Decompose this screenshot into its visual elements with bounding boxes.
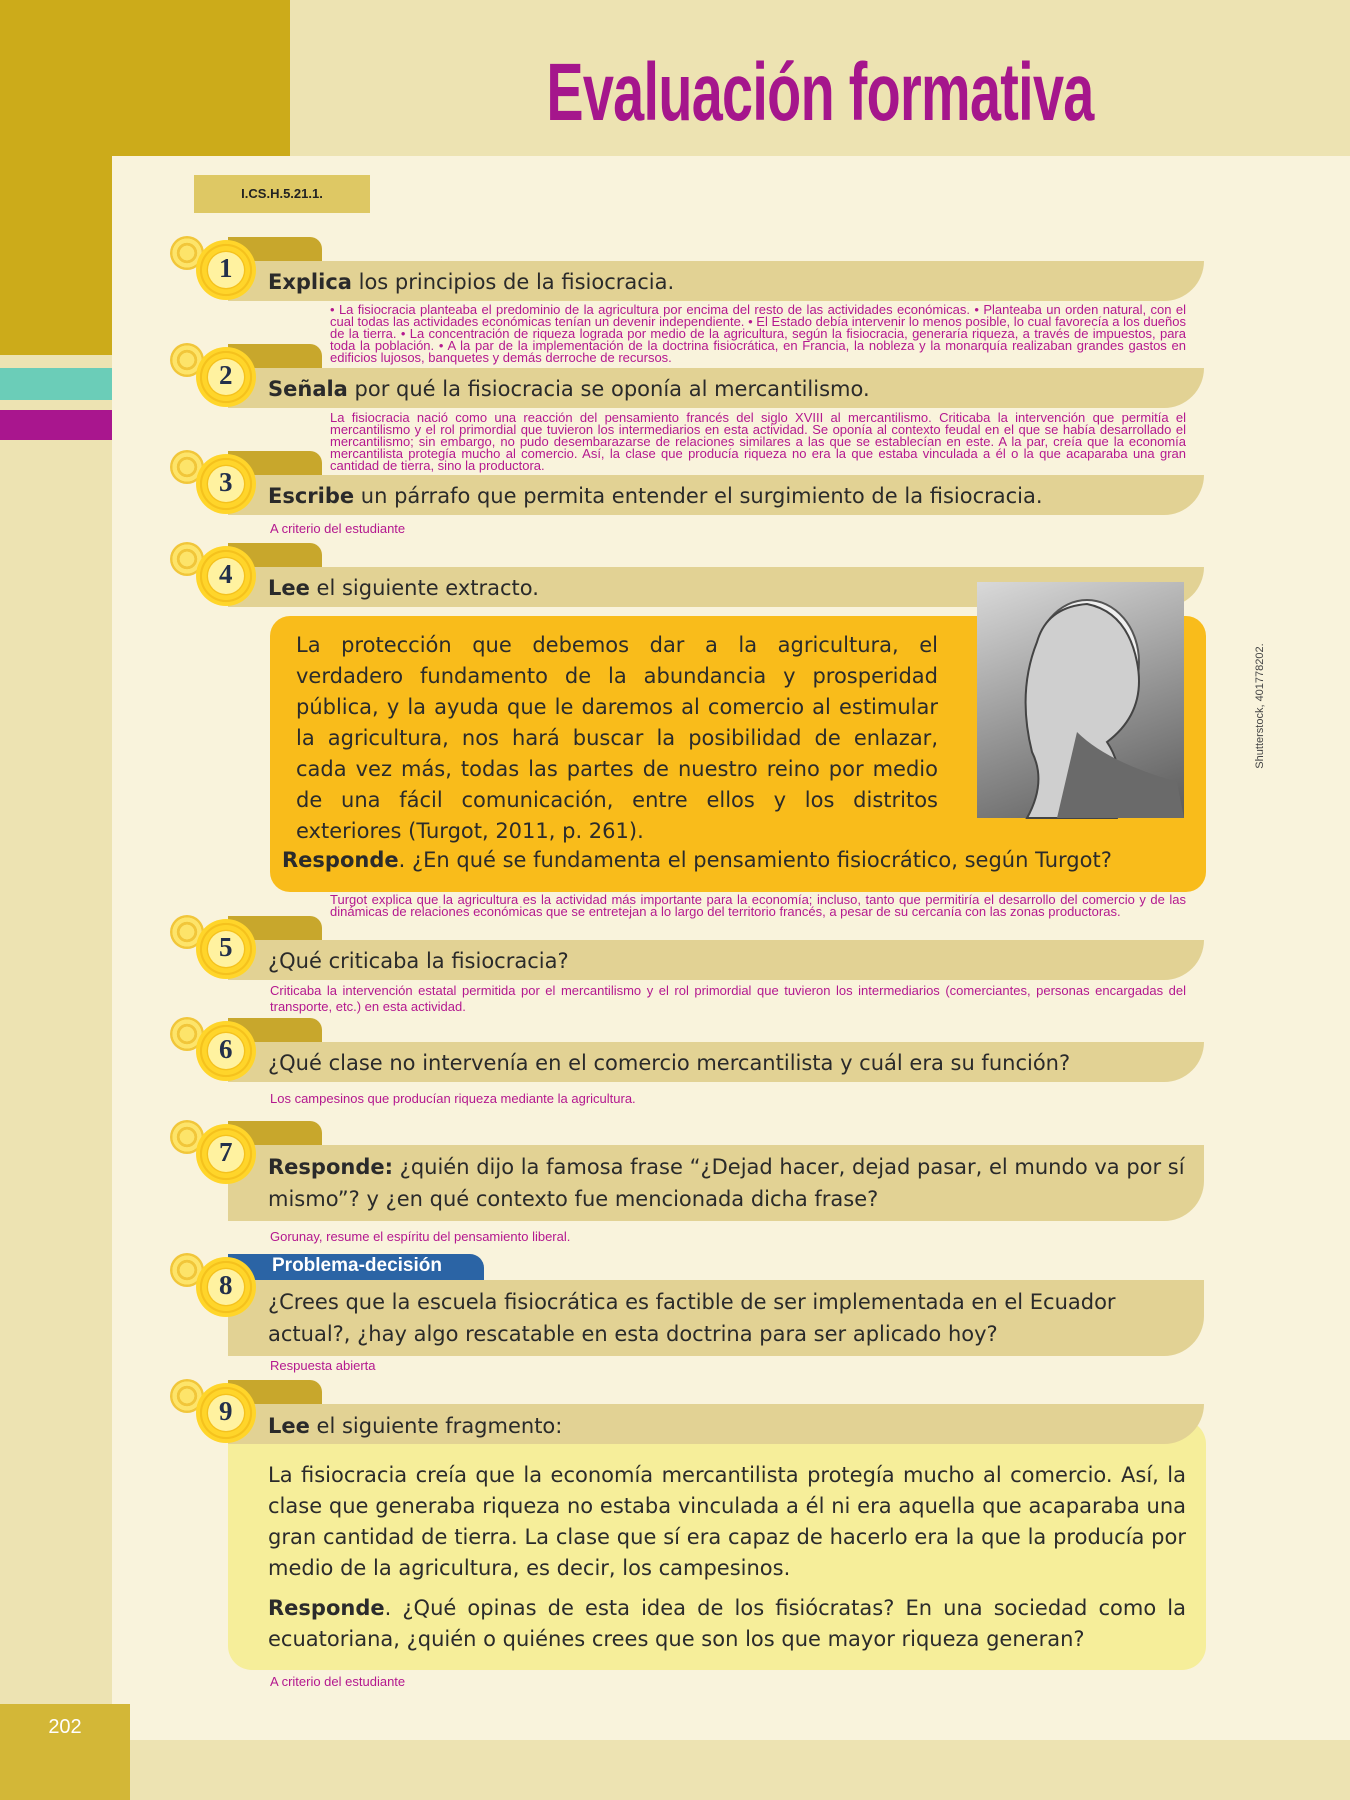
q8-answer: Respuesta abierta — [270, 1358, 376, 1373]
q4-quote-text: La protección que debemos dar a la agricultura, el verdadero fundamento de la abundancia y prosperidad pública, y la ayuda que le daremos al comercio al estimular la agricultura, nos hará buscar la posibilidad de enlazar, cada vez más, todas las partes de nuestro reino por medio de una fácil comunicación, entre ellos y los distritos exteriores (Turgot, 2011, p. 261). — [296, 633, 938, 843]
q8-question: ¿Crees que la escuela fisiocrática es factible de ser implementada en el Ecuador actual?, ¿hay algo rescatable en esta doctrina para ser aplicado hoy? — [268, 1290, 1116, 1346]
q3-answer: A criterio del estudiante — [270, 521, 406, 536]
q9-fragment-paragraph: La fisiocracia creía que la economía mercantilista protegía mucho al comercio. Así, la clase que generaba riqueza no estaba vinculada a él ni era aquella que acaparaba una gran cantidad de tierra. La clase que sí era capaz de hacerlo era la que la producía por medio de la agricultura, es decir, los campesinos. — [268, 1463, 1186, 1580]
q1-question: Explica los principios de la fisiocracia. — [268, 270, 675, 294]
q6-number: 6 — [219, 1034, 233, 1064]
q8-number: 8 — [219, 1270, 233, 1300]
q7-number: 7 — [219, 1137, 233, 1167]
q6-question: ¿Qué clase no intervenía en el comercio mercantilista y cuál era su función? — [268, 1051, 1071, 1075]
q1-answer: • La fisiocracia planteaba el predominio de la agricultura por encima del resto de las actividades económicas. • Planteaba un orden natural, con el cual todas las actividades económicas tenían un devenir independiente. • El Estado debía intervenir lo menos posible, lo cual favorecía a los dueños de la tierra. • La concentración de riqueza lograda por medio de la agricultura, según la fisiocracia, generaría riqueza, a través de impuestos, para toda la población. • A la par de la implementación de la doctrina fisiocrática, en Francia, la nobleza y la monarquía realizaban grandes gastos en edificios lujosos, banquetes y demás derroche de recursos. — [330, 302, 1186, 365]
page-number: 202 — [48, 1716, 82, 1738]
q9-question: Lee el siguiente fragmento: — [268, 1414, 563, 1438]
q5-question: ¿Qué criticaba la fisiocracia? — [268, 949, 569, 973]
q2-answer: La fisiocracia nació como una reacción del pensamiento francés del siglo XVIII al mercantilismo. Criticaba la intervención que permitía el mercantilismo y el rol primordial que tuvieron los intermediarios en esta actividad. Se oponía al contexto feudal en el que se había desarrollado el mercantilismo; sin embargo, no pudo desembarazarse de relaciones similares a las que se establecían en este. A la par, creía que la economía mercantilista protegía mucho al comercio. Así, la clase que producía riqueza no era la que estaba vinculada a él o la que acaparaba una gran cantidad de tierra, sino la productora. — [330, 410, 1186, 473]
q7-question: Responde: ¿quién dijo la famosa frase “¿Dejad hacer, dejad pasar, el mundo va por sí mismo”? y ¿en qué contexto fue mencionada dicha frase? — [268, 1155, 1185, 1211]
q4-number: 4 — [219, 559, 233, 589]
q9-answer: A criterio del estudiante — [270, 1674, 406, 1689]
magenta-stripe — [0, 410, 112, 440]
q6-answer: Los campesinos que producían riqueza mediante la agricultura. — [270, 1091, 636, 1106]
q2-question: Señala por qué la fisiocracia se oponía al mercantilismo. — [268, 377, 870, 401]
q3-question: Escribe un párrafo que permita entender el surgimiento de la fisiocracia. — [268, 484, 1043, 508]
q2-number: 2 — [219, 360, 233, 390]
page-title: Evaluación formativa — [546, 47, 1094, 138]
q7-answer: Gorunay, resume el espíritu del pensamiento liberal. — [270, 1229, 571, 1244]
bottom-band — [0, 1740, 1350, 1800]
q5-number: 5 — [219, 932, 233, 962]
q3-number: 3 — [219, 467, 233, 497]
q9-respond: Responde. ¿Qué opinas de esta idea de los fisiócratas? En una sociedad como la ecuatoriana, ¿quién o quiénes crees que son los que mayor riqueza generan? — [268, 1596, 1186, 1651]
q9-number: 9 — [219, 1396, 233, 1426]
indicator-code: I.CS.H.5.21.1. — [241, 186, 323, 201]
problema-decision-label: Problema-decisión — [272, 1255, 442, 1276]
teal-stripe — [0, 368, 112, 400]
q4-respond: Responde. ¿En qué se fundamenta el pensamiento fisiocrático, según Turgot? — [282, 848, 1112, 872]
photo-credit: Shutterstock, 401778202. — [1254, 643, 1266, 769]
turgot-portrait-image — [977, 582, 1184, 818]
q9-fragment-text — [268, 1460, 1186, 1655]
q5-answer: Criticaba la intervención estatal permitida por el mercantilismo y el rol primordial que tuvieron los intermediarios (comerciantes, personas encargadas del transporte, etc.) en esta actividad. — [270, 983, 1186, 1014]
q4-question: Lee el siguiente extracto. — [268, 576, 539, 600]
q1-number: 1 — [219, 253, 233, 283]
q4-answer: Turgot explica que la agricultura es la actividad más importante para la economía; incluso, tanto que permitiría el desarrollo del comercio y de las dinámicas de relaciones económicas que se entretejan a lo largo del territorio francés, a pesar de su cercanía con las zonas productoras. — [330, 892, 1186, 919]
